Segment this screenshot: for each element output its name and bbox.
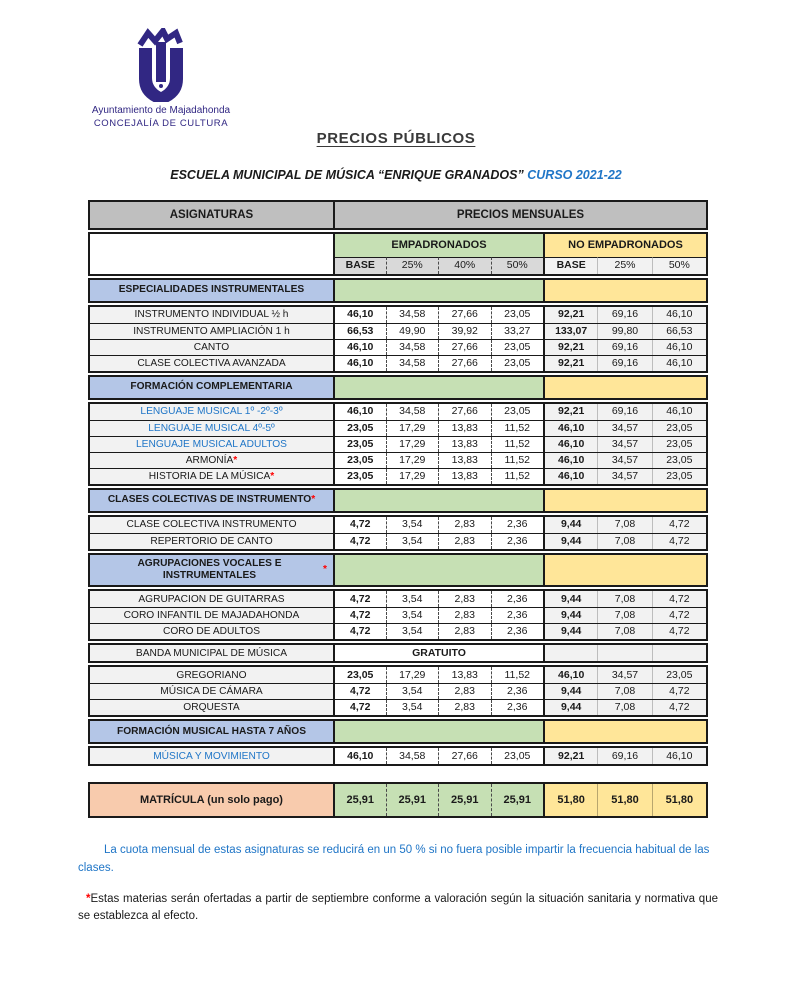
subcol-header: 50% — [491, 257, 544, 274]
matricula-row — [90, 784, 706, 816]
asterisk: * — [311, 494, 316, 506]
row-label: CLASE COLECTIVA INSTRUMENTO — [90, 517, 333, 533]
subcol-header: 50% — [652, 257, 706, 274]
section-no-empadronados-band — [543, 377, 706, 398]
price-cell: 69,16 — [597, 356, 651, 371]
price-cell: 2,83 — [438, 534, 491, 549]
majadahonda-logo-icon — [120, 28, 202, 102]
price-cell: 11,52 — [491, 469, 544, 484]
row-label: CLASE COLECTIVA AVANZADA — [90, 356, 333, 371]
price-cell: 23,05 — [491, 340, 544, 355]
rows-block — [88, 589, 708, 641]
row-label: CANTO — [90, 340, 333, 355]
price-cell: 69,16 — [597, 340, 651, 355]
table-header-row — [90, 202, 706, 228]
row-label: CORO INFANTIL DE MAJADAHONDA — [90, 608, 333, 623]
section-title: FORMACIÓN MUSICAL HASTA 7 AÑOS — [90, 721, 333, 742]
asterisk: * — [233, 454, 238, 466]
price-cell: 46,10 — [543, 437, 597, 452]
price-cell: 4,72 — [652, 591, 706, 607]
table-row — [90, 645, 706, 661]
price-cell: 23,05 — [333, 437, 386, 452]
section-block — [88, 278, 708, 303]
section-header-row — [90, 721, 706, 742]
price-cell: 46,10 — [652, 340, 706, 355]
table-row — [90, 591, 706, 607]
price-cell: 11,52 — [491, 453, 544, 468]
precios-mensuales-header: PRECIOS MENSUALES — [333, 202, 706, 228]
rows-block — [88, 402, 708, 486]
price-cell: 92,21 — [543, 356, 597, 371]
price-cell: 66,53 — [333, 324, 386, 339]
price-cell: 2,83 — [438, 700, 491, 715]
price-cell: 11,52 — [491, 437, 544, 452]
section-header-row — [90, 555, 706, 585]
price-cell: 46,10 — [543, 667, 597, 683]
price-cell: 27,66 — [438, 356, 491, 371]
price-cell: 4,72 — [652, 624, 706, 639]
price-cell: 23,05 — [491, 356, 544, 371]
table-row — [90, 607, 706, 623]
price-cell: 2,36 — [491, 591, 544, 607]
price-cell: 3,54 — [386, 534, 439, 549]
price-cell: 34,57 — [597, 453, 651, 468]
price-cell: 4,72 — [333, 591, 386, 607]
empty-header-cell — [90, 234, 333, 274]
table-row — [90, 339, 706, 355]
matricula-price-cell: 25,91 — [491, 784, 544, 816]
price-cell: 92,21 — [543, 340, 597, 355]
section-title: CLASES COLECTIVAS DE INSTRUMENTO * — [90, 490, 333, 511]
price-cell: 46,10 — [333, 356, 386, 371]
price-cell: 17,29 — [386, 469, 439, 484]
matricula-price-cell: 25,91 — [386, 784, 439, 816]
section-title: AGRUPACIONES VOCALES E INSTRUMENTALES * — [90, 555, 333, 585]
table-row — [90, 355, 706, 371]
price-cell: 23,05 — [652, 469, 706, 484]
price-cell: 9,44 — [543, 517, 597, 533]
price-cell: 23,05 — [333, 469, 386, 484]
section-header-row — [90, 490, 706, 511]
price-cell: 34,57 — [597, 469, 651, 484]
price-cell: 4,72 — [333, 608, 386, 623]
price-cell: 46,10 — [333, 340, 386, 355]
price-cell: 3,54 — [386, 684, 439, 699]
table-header-block — [88, 200, 708, 230]
section-block — [88, 719, 708, 744]
price-cell: 23,05 — [491, 404, 544, 420]
price-cell: 13,83 — [438, 667, 491, 683]
section-empadronados-band — [333, 280, 543, 301]
price-cell: 27,66 — [438, 748, 491, 764]
price-cell: 4,72 — [333, 684, 386, 699]
price-cell: 23,05 — [333, 453, 386, 468]
price-cell: 46,10 — [333, 404, 386, 420]
section-empadronados-band — [333, 721, 543, 742]
table-row — [90, 307, 706, 323]
price-cell: 39,92 — [438, 324, 491, 339]
price-cell: 2,36 — [491, 534, 544, 549]
price-cell: 133,07 — [543, 324, 597, 339]
page-subtitle — [0, 168, 792, 182]
price-cell: 92,21 — [543, 748, 597, 764]
price-cell: 23,05 — [652, 437, 706, 452]
price-cell: 46,10 — [543, 421, 597, 436]
price-cell: 34,58 — [386, 404, 439, 420]
note-reduction: La cuota mensual de estas asignaturas se reducirá en un 50 % si no fuera posible impartir la frecuencia habitual de las clases. — [78, 844, 710, 874]
rows-block — [88, 515, 708, 551]
subtitle-school: ESCUELA MUNICIPAL DE MÚSICA “ENRIQUE GRANADOS” — [170, 168, 524, 182]
section-empadronados-band — [333, 377, 543, 398]
price-cell: 13,83 — [438, 469, 491, 484]
price-cell: 7,08 — [597, 517, 651, 533]
price-cell: 2,36 — [491, 624, 544, 639]
price-cell: 17,29 — [386, 667, 439, 683]
empty-cell — [597, 645, 651, 661]
price-cell: 23,05 — [333, 667, 386, 683]
matricula-price-cell: 51,80 — [652, 784, 706, 816]
row-label: ORQUESTA — [90, 700, 333, 715]
table-row — [90, 748, 706, 764]
price-cell: 46,10 — [333, 307, 386, 323]
table-row — [90, 623, 706, 639]
note-asterisk — [78, 891, 718, 926]
price-cell: 11,52 — [491, 421, 544, 436]
row-label: MÚSICA Y MOVIMIENTO — [90, 748, 333, 764]
price-cell: 17,29 — [386, 421, 439, 436]
price-cell: 27,66 — [438, 307, 491, 323]
price-cell: 46,10 — [333, 748, 386, 764]
price-cell: 3,54 — [386, 591, 439, 607]
subcol-header: BASE — [543, 257, 597, 274]
price-cell: 4,72 — [652, 684, 706, 699]
price-cell: 69,16 — [597, 404, 651, 420]
price-cell: 33,27 — [491, 324, 544, 339]
price-cell: 4,72 — [652, 517, 706, 533]
price-cell: 4,72 — [652, 534, 706, 549]
matricula-block — [88, 782, 708, 818]
empty-cell — [543, 645, 597, 661]
gratuito-cell: GRATUITO — [333, 645, 543, 661]
subcol-header: 25% — [386, 257, 439, 274]
price-cell: 4,72 — [333, 534, 386, 549]
matricula-price-cell: 25,91 — [333, 784, 386, 816]
price-cell: 9,44 — [543, 624, 597, 639]
table-row — [90, 667, 706, 683]
price-cell: 34,58 — [386, 356, 439, 371]
price-cell: 66,53 — [652, 324, 706, 339]
rows-block — [88, 643, 708, 663]
row-label: MÚSICA DE CÁMARA — [90, 684, 333, 699]
table-row — [90, 517, 706, 533]
section-empadronados-band — [333, 555, 543, 585]
price-cell: 34,58 — [386, 748, 439, 764]
city-logo-block — [76, 28, 246, 129]
section-title: ESPECIALIDADES INSTRUMENTALES — [90, 280, 333, 301]
price-cell: 9,44 — [543, 534, 597, 549]
row-label: HISTORIA DE LA MÚSICA * — [90, 469, 333, 484]
price-cell: 9,44 — [543, 700, 597, 715]
section-block — [88, 488, 708, 513]
matricula-price-cell: 51,80 — [543, 784, 597, 816]
row-label: INSTRUMENTO INDIVIDUAL ½ h — [90, 307, 333, 323]
price-cell: 3,54 — [386, 624, 439, 639]
price-cell: 23,05 — [652, 421, 706, 436]
price-cell: 4,72 — [333, 517, 386, 533]
price-cell: 13,83 — [438, 453, 491, 468]
asterisk: * — [270, 470, 275, 482]
section-title: FORMACIÓN COMPLEMENTARIA — [90, 377, 333, 398]
price-cell: 2,36 — [491, 608, 544, 623]
note-asterisk-text: Estas materias serán ofertadas a partir de septiembre conforme a valoración según la situación sanitaria y normativa que se establezca al efecto. — [78, 892, 718, 923]
price-cell: 23,05 — [491, 307, 544, 323]
logo-dept-text: CONCEJALÍA DE CULTURA — [93, 118, 229, 129]
subcol-header: BASE — [333, 257, 386, 274]
price-cell: 23,05 — [491, 748, 544, 764]
price-cell: 7,08 — [597, 684, 651, 699]
table-row — [90, 533, 706, 549]
price-cell: 7,08 — [597, 624, 651, 639]
section-header-row — [90, 377, 706, 398]
price-table-body — [88, 278, 712, 766]
price-cell: 2,83 — [438, 624, 491, 639]
price-table — [78, 200, 718, 925]
row-label: AGRUPACION DE GUITARRAS — [90, 591, 333, 607]
empty-cell — [652, 645, 706, 661]
price-cell: 7,08 — [597, 534, 651, 549]
section-block — [88, 375, 708, 400]
price-cell: 4,72 — [333, 624, 386, 639]
price-cell: 4,72 — [652, 608, 706, 623]
price-cell: 2,83 — [438, 517, 491, 533]
rows-block — [88, 746, 708, 766]
price-cell: 27,66 — [438, 404, 491, 420]
matricula-price-cell: 25,91 — [438, 784, 491, 816]
price-cell: 2,83 — [438, 608, 491, 623]
asignaturas-header: ASIGNATURAS — [90, 202, 333, 228]
price-cell: 2,36 — [491, 684, 544, 699]
row-label: ARMONÍA * — [90, 453, 333, 468]
price-cell: 46,10 — [543, 453, 597, 468]
table-subheader-block — [88, 232, 708, 276]
section-no-empadronados-band — [543, 555, 706, 585]
price-cell: 46,10 — [652, 356, 706, 371]
group-header-grid — [90, 234, 706, 274]
price-cell: 3,54 — [386, 700, 439, 715]
price-cell: 46,10 — [652, 307, 706, 323]
price-cell: 17,29 — [386, 453, 439, 468]
price-cell: 69,16 — [597, 748, 651, 764]
row-label: GREGORIANO — [90, 667, 333, 683]
row-label: LENGUAJE MUSICAL ADULTOS — [90, 437, 333, 452]
price-cell: 3,54 — [386, 517, 439, 533]
price-cell: 4,72 — [333, 700, 386, 715]
row-label: CORO DE ADULTOS — [90, 624, 333, 639]
table-row — [90, 452, 706, 468]
table-row — [90, 436, 706, 452]
table-row — [90, 699, 706, 715]
page-title: PRECIOS PÚBLICOS — [316, 130, 476, 147]
price-cell: 34,57 — [597, 437, 651, 452]
price-cell: 34,58 — [386, 307, 439, 323]
row-label: BANDA MUNICIPAL DE MÚSICA — [90, 645, 333, 661]
section-header-row — [90, 280, 706, 301]
section-no-empadronados-band — [543, 490, 706, 511]
row-label: LENGUAJE MUSICAL 1º -2º-3º — [90, 404, 333, 420]
price-cell: 46,10 — [652, 404, 706, 420]
price-cell: 9,44 — [543, 591, 597, 607]
price-cell: 34,58 — [386, 340, 439, 355]
logo-org-text: Ayuntamiento de Majadahonda — [91, 105, 231, 116]
price-cell: 7,08 — [597, 591, 651, 607]
price-cell: 46,10 — [543, 469, 597, 484]
price-cell: 9,44 — [543, 684, 597, 699]
row-label: INSTRUMENTO AMPLIACIÓN 1 h — [90, 324, 333, 339]
empadronados-header: EMPADRONADOS — [333, 234, 543, 257]
section-no-empadronados-band — [543, 721, 706, 742]
matricula-price-cell: 51,80 — [597, 784, 651, 816]
price-cell: 34,57 — [597, 421, 651, 436]
price-cell: 2,36 — [491, 700, 544, 715]
price-cell: 23,05 — [652, 453, 706, 468]
row-label: LENGUAJE MUSICAL 4º-5º — [90, 421, 333, 436]
price-cell: 11,52 — [491, 667, 544, 683]
price-cell: 92,21 — [543, 404, 597, 420]
price-cell: 34,57 — [597, 667, 651, 683]
table-row — [90, 468, 706, 484]
price-cell: 99,80 — [597, 324, 651, 339]
subtitle-course: CURSO 2021-22 — [527, 168, 622, 182]
price-cell: 92,21 — [543, 307, 597, 323]
table-row — [90, 404, 706, 420]
asterisk: * — [86, 892, 91, 905]
price-cell: 13,83 — [438, 421, 491, 436]
price-cell: 27,66 — [438, 340, 491, 355]
no-empadronados-header: NO EMPADRONADOS — [543, 234, 706, 257]
price-cell: 9,44 — [543, 608, 597, 623]
price-cell: 69,16 — [597, 307, 651, 323]
price-cell: 46,10 — [652, 748, 706, 764]
subcol-header: 25% — [597, 257, 651, 274]
table-row — [90, 683, 706, 699]
price-cell: 7,08 — [597, 608, 651, 623]
price-cell: 49,90 — [386, 324, 439, 339]
matricula-label: MATRÍCULA (un solo pago) — [90, 784, 333, 816]
price-cell: 23,05 — [333, 421, 386, 436]
table-row — [90, 323, 706, 339]
section-empadronados-band — [333, 490, 543, 511]
section-block — [88, 553, 708, 587]
asterisk: * — [323, 564, 327, 576]
section-no-empadronados-band — [543, 280, 706, 301]
price-cell: 17,29 — [386, 437, 439, 452]
price-cell: 4,72 — [652, 700, 706, 715]
price-cell: 7,08 — [597, 700, 651, 715]
subcol-header: 40% — [438, 257, 491, 274]
rows-block — [88, 305, 708, 373]
price-cell: 3,54 — [386, 608, 439, 623]
price-cell: 2,83 — [438, 591, 491, 607]
price-cell: 13,83 — [438, 437, 491, 452]
rows-block — [88, 665, 708, 717]
table-row — [90, 420, 706, 436]
price-cell: 23,05 — [652, 667, 706, 683]
row-label: REPERTORIO DE CANTO — [90, 534, 333, 549]
price-cell: 2,36 — [491, 517, 544, 533]
price-cell: 2,83 — [438, 684, 491, 699]
